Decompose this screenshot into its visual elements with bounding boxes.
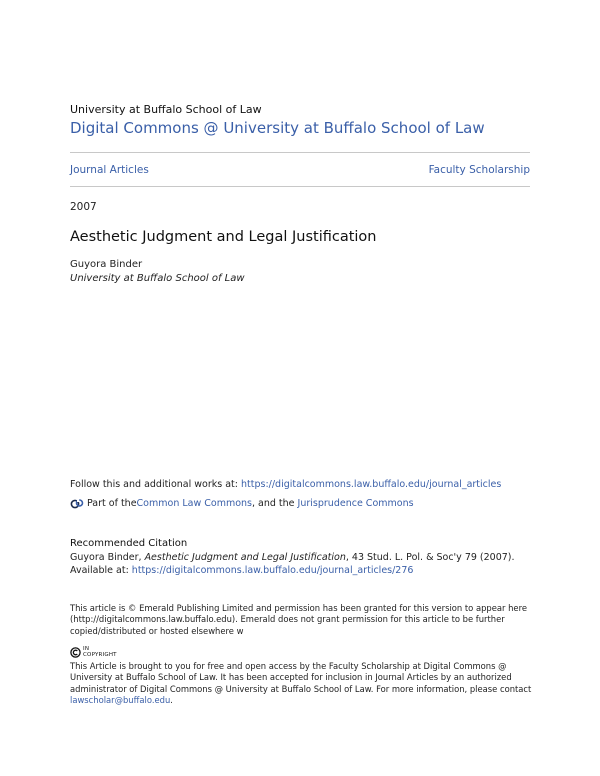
article-title: Aesthetic Judgment and Legal Justification xyxy=(70,229,377,245)
institution-name: University at Buffalo School of Law xyxy=(70,103,262,116)
publication-year: 2007 xyxy=(70,201,97,213)
divider-bottom xyxy=(70,186,530,187)
faculty-scholarship-link[interactable]: Faculty Scholarship xyxy=(428,164,530,176)
open-access-icon xyxy=(70,498,84,510)
citation-author: Guyora Binder, xyxy=(70,552,145,563)
badge-line1: IN xyxy=(83,646,90,652)
journal-articles-link[interactable]: Journal Articles xyxy=(70,164,149,176)
part-of-line xyxy=(70,497,414,510)
citation-body xyxy=(70,551,540,577)
copyright-icon xyxy=(70,647,81,658)
jurisprudence-commons-link[interactable]: Jurisprudence Commons xyxy=(297,498,414,509)
repository-link[interactable]: Digital Commons @ University at Buffalo School of Law xyxy=(70,119,485,137)
follow-line xyxy=(70,478,501,491)
part-of-prefix: Part of the xyxy=(87,498,137,509)
access-statement xyxy=(70,661,540,706)
permission-notice: This article is © Emerald Publishing Limited and permission has been granted for this version to appear here (http://digitalcommons.law.buffalo.edu). Emerald does not grant permission for this article to be further copied/distributed or hosted elsewhere w xyxy=(70,603,527,636)
badge-line2: COPYRIGHT xyxy=(83,652,117,658)
author-affiliation: University at Buffalo School of Law xyxy=(70,273,245,284)
recommended-citation-heading: Recommended Citation xyxy=(70,538,188,549)
citation-title: Aesthetic Judgment and Legal Justification xyxy=(144,552,346,563)
follow-url-link[interactable]: https://digitalcommons.law.buffalo.edu/journal_articles xyxy=(241,479,502,490)
citation-available xyxy=(70,564,540,577)
access-text: This Article is brought to you for free and open access by the Faculty Scholarship at Digital Commons @ University at Buffalo School of Law. It has been accepted for inclusion in Journal Articles by an authorized administrator of Digital Commons @ University at Buffalo School of Law. For more information, please contact xyxy=(70,661,532,694)
available-url-link[interactable]: https://digitalcommons.law.buffalo.edu/journal_articles/276 xyxy=(131,565,414,576)
follow-prefix: Follow this and additional works at: xyxy=(70,479,241,490)
access-end: . xyxy=(170,694,173,705)
part-of-middle: , and the xyxy=(252,498,298,509)
contact-email-link[interactable]: lawscholar@buffalo.edu xyxy=(70,694,171,705)
in-copyright-badge[interactable] xyxy=(70,646,117,658)
divider-top xyxy=(70,152,530,153)
available-prefix: Available at: xyxy=(70,565,132,576)
citation-line xyxy=(70,551,540,564)
citation-rest: , 43 Stud. L. Pol. & Soc'y 79 (2007). xyxy=(345,552,515,563)
author-name: Guyora Binder xyxy=(70,259,143,270)
common-law-commons-link[interactable]: Common Law Commons xyxy=(136,498,252,509)
copyright-badge-text xyxy=(83,646,117,658)
